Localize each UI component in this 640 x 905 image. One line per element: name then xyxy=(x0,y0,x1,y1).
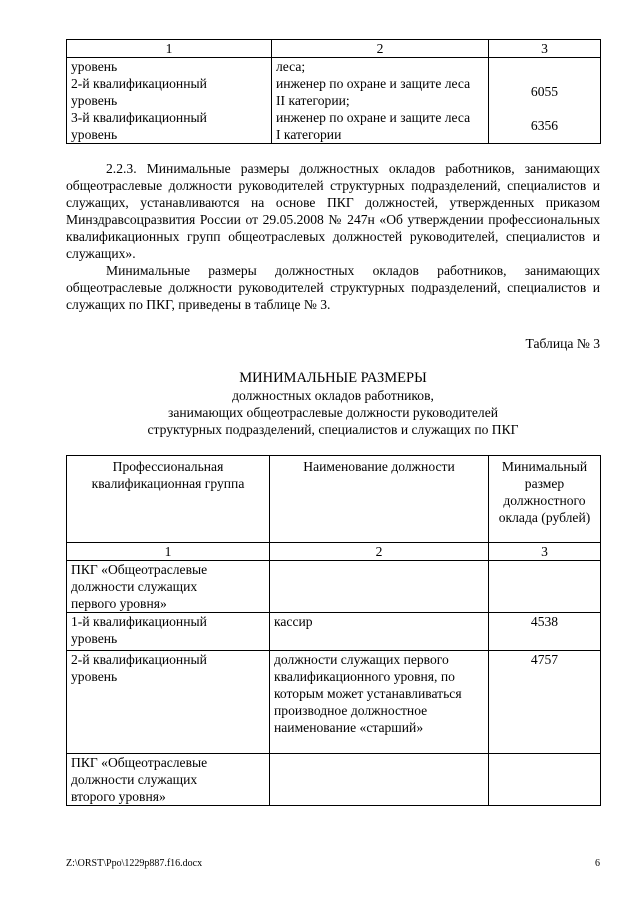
group-cell: уровень xyxy=(71,59,118,74)
column-number: 2 xyxy=(270,543,489,561)
file-path: Z:\ORST\Ppo\1229p887.f16.docx xyxy=(66,858,203,869)
salary-cell xyxy=(489,561,601,613)
salary-cell: 4538 xyxy=(489,613,601,651)
table-header-row xyxy=(67,40,601,58)
paragraph: 2.2.3. Минимальные размеры должностных окладов работников, занимающих общеотраслевые должности руководителей структурных подразделений, специалистов и служащих, устанавливаются на основе ПКГ должностей, утвержденных приказом Минздравсоцразвития России от 29.05.2008 № 247н «Об утверждении профессиональных квалификационных групп общеотраслевых должностей руководителей, специалистов и служащих». xyxy=(66,161,600,261)
title-line: структурных подразделений, специалистов и служащих по ПКГ xyxy=(147,422,519,437)
salary-cell: 6356 xyxy=(530,118,559,133)
column-header: Профессиональная квалификационная группа xyxy=(67,456,270,543)
salary-cell xyxy=(489,754,601,806)
table-header-row xyxy=(67,456,601,543)
position-cell: инженер по охране и защите леса I категории xyxy=(276,110,471,142)
table-number-row xyxy=(67,543,601,561)
column-number: 1 xyxy=(67,40,272,58)
position-cell xyxy=(270,754,489,806)
group-cell: ПКГ «Общеотраслевые должности служащих второго уровня» xyxy=(67,754,270,806)
title-line: занимающих общеотраслевые должности руководителей xyxy=(167,405,499,420)
title-line: должностных окладов работников, xyxy=(232,388,434,403)
paragraph: Минимальные размеры должностных окладов работников, занимающих общеотраслевые должности руководителей структурных подразделений, специалистов и служащих по ПКГ, приведены в таблице № 3. xyxy=(66,263,600,312)
table-row xyxy=(67,754,601,806)
position-cell: кассир xyxy=(270,613,489,651)
column-header: Минимальный размер должностного оклада (рублей) xyxy=(489,456,601,543)
position-cell: инженер по охране и защите леса II категории; xyxy=(276,76,471,108)
continued-salary-table xyxy=(66,39,601,144)
column-number: 1 xyxy=(67,543,270,561)
table-row xyxy=(67,651,601,754)
group-cell: 2-й квалификационный уровень xyxy=(67,651,270,754)
salary-cell: 4757 xyxy=(489,651,601,754)
column-header: Наименование должности xyxy=(270,456,489,543)
page-number: 6 xyxy=(595,858,600,869)
table-row xyxy=(67,613,601,651)
title-main: МИНИМАЛЬНЫЕ РАЗМЕРЫ xyxy=(239,370,427,386)
column-number: 2 xyxy=(272,40,489,58)
body-text xyxy=(66,160,600,313)
table-caption: Таблица № 3 xyxy=(525,336,600,351)
position-cell: леса; xyxy=(276,59,306,74)
salary-cell: 6055 xyxy=(530,84,559,99)
table-row xyxy=(67,58,601,144)
group-cell: 2-й квалификационный уровень xyxy=(71,76,207,108)
group-cell: ПКГ «Общеотраслевые должности служащих первого уровня» xyxy=(67,561,270,613)
salary-table xyxy=(66,455,601,806)
table-row xyxy=(67,561,601,613)
table-title xyxy=(66,370,600,438)
group-cell: 3-й квалификационный уровень xyxy=(71,110,207,142)
column-number: 3 xyxy=(489,40,601,58)
group-cell: 1-й квалификационный уровень xyxy=(67,613,270,651)
column-number: 3 xyxy=(489,543,601,561)
position-cell: должности служащих первого квалификационного уровня, по которым может устанавливаться производное должностное наименование «старший» xyxy=(270,651,489,754)
position-cell xyxy=(270,561,489,613)
